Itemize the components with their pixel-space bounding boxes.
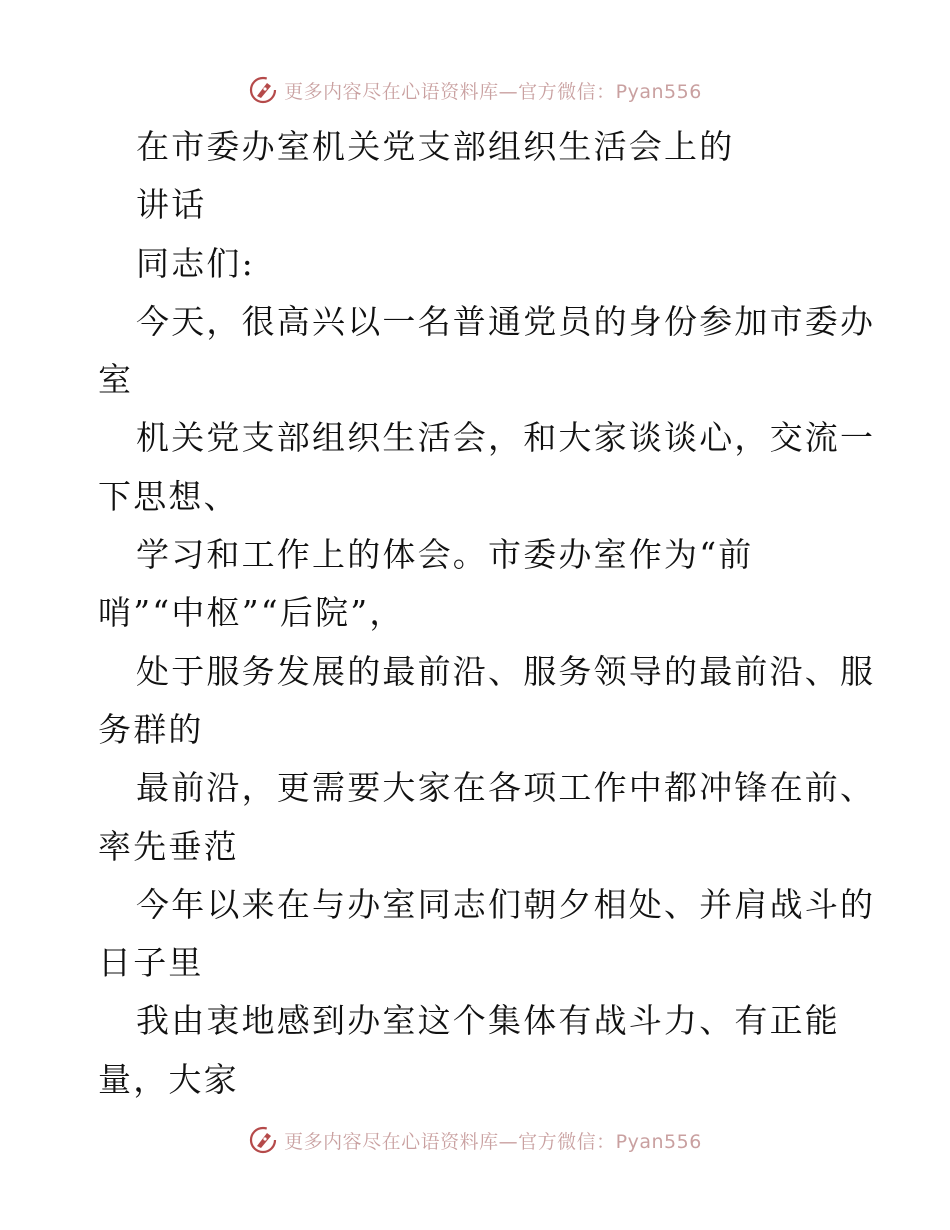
text-line: 我由衷地感到办室这个集体有战斗力、有正能 — [136, 1001, 840, 1041]
text-line: 处于服务发展的最前沿、服务领导的最前沿、服 — [136, 651, 876, 691]
text-line: 讲话 — [136, 185, 207, 225]
document-body — [98, 118, 876, 1109]
text-line: 哨”“中枢”“后院”， — [98, 593, 405, 633]
footer-watermark — [0, 1120, 950, 1160]
text-line: 量，大家 — [98, 1059, 239, 1099]
text-line: 机关党支部组织生活会，和大家谈谈心，交流一 — [136, 418, 876, 458]
watermark-text: 更多内容尽在心语资料库—官方微信：Pyan556 — [284, 1130, 702, 1153]
pen-nib-icon — [248, 75, 278, 105]
text-line: 室 — [98, 360, 134, 400]
text-line: 最前沿，更需要大家在各项工作中都冲锋在前、 — [136, 768, 876, 808]
text-line: 今天，很高兴以一名普通党员的身份参加市委办 — [136, 301, 876, 341]
header-watermark — [0, 70, 950, 110]
text-line: 学习和工作上的体会。市委办室作为“前 — [136, 535, 754, 575]
text-line: 在市委办室机关党支部组织生活会上的 — [136, 127, 735, 166]
text-line: 率先垂范 — [98, 826, 239, 866]
text-line: 日子里 — [98, 943, 204, 983]
pen-nib-icon — [248, 1125, 278, 1155]
text-line: 今年以来在与办室同志们朝夕相处、并肩战斗的 — [136, 884, 876, 924]
text-line: 务群的 — [98, 709, 204, 749]
text-line: 下思想、 — [98, 476, 239, 516]
text-line: 同志们: — [136, 243, 255, 283]
watermark-text: 更多内容尽在心语资料库—官方微信：Pyan556 — [284, 80, 702, 103]
